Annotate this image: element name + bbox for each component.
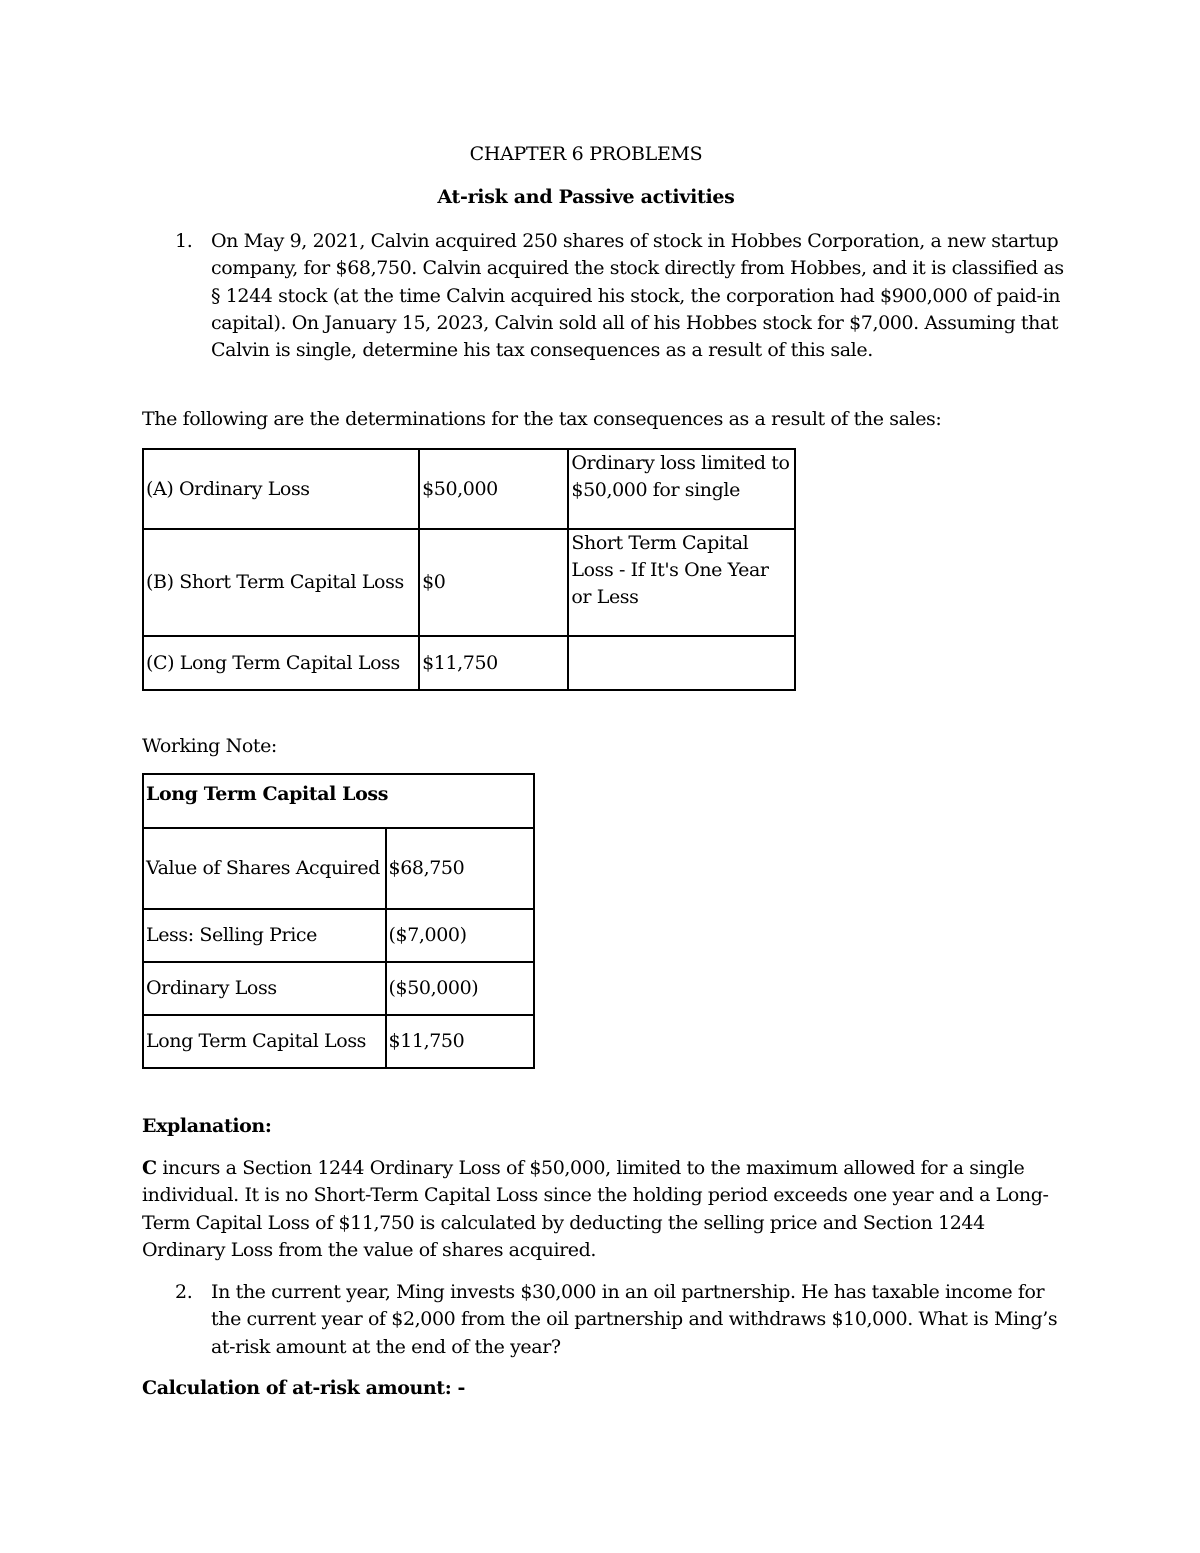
intro-text: The following are the determinations for the tax consequences as a result of the sales: — [142, 408, 942, 430]
row-label: Ordinary Loss — [143, 962, 386, 1015]
table-row — [143, 962, 534, 1015]
problem-1-number: 1. — [175, 230, 193, 252]
chapter-title: CHAPTER 6 PROBLEMS — [469, 143, 703, 165]
section-title: At-risk and Passive activities — [437, 186, 735, 208]
row-amount: $50,000 — [419, 449, 568, 529]
table-row — [143, 828, 534, 909]
row-label: (A) Ordinary Loss — [143, 449, 419, 529]
determinations-table — [142, 448, 796, 691]
explanation-body: incurs a Section 1244 Ordinary Loss of $50,000, limited to the maximum allowed for a single individual. It is no Short-Term Capital Loss since the holding period exceeds one year and a Long-Term Capital Loss of $11,750 is calculated by deducting the selling price and Section 1244 Ordinary Loss from the value of shares acquired. — [142, 1157, 1049, 1261]
row-amount: $11,750 — [419, 636, 568, 690]
row-note: Ordinary loss limited to $50,000 for single — [568, 449, 795, 529]
problem-1 — [142, 228, 1072, 364]
working-table-header: Long Term Capital Loss — [143, 774, 534, 828]
row-amount: ($50,000) — [386, 962, 535, 1015]
explanation-heading: Explanation: — [142, 1115, 272, 1137]
working-note-table — [142, 773, 535, 1069]
problem-1-text: On May 9, 2021, Calvin acquired 250 shares of stock in Hobbes Corporation, a new startup company, for $68,750. Calvin acquired the stock directly from Hobbes, and it is classified as § 1244 stock (at the time Calvin acquired his stock, the corporation had $900,000 of paid-in capital). On January 15, 2023, Calvin sold all of his Hobbes stock for $7,000. Assuming that Calvin is single, determine his tax consequences as a result of this sale. — [211, 230, 1064, 362]
working-note-label: Working Note: — [142, 735, 277, 757]
table-row — [143, 636, 795, 690]
row-amount: $0 — [419, 529, 568, 636]
row-label: Less: Selling Price — [143, 909, 386, 962]
row-note: Short Term Capital Loss - If It's One Year or Less — [568, 529, 795, 636]
row-label: Long Term Capital Loss — [143, 1015, 386, 1068]
row-label: Value of Shares Acquired — [143, 828, 386, 909]
problem-2-number: 2. — [175, 1281, 193, 1303]
problem-2 — [142, 1279, 1072, 1361]
row-amount: $11,750 — [386, 1015, 535, 1068]
row-note — [568, 636, 795, 690]
row-label: (B) Short Term Capital Loss — [143, 529, 419, 636]
row-amount: ($7,000) — [386, 909, 535, 962]
row-amount: $68,750 — [386, 828, 535, 909]
table-header-row — [143, 774, 534, 828]
problem-2-text: In the current year, Ming invests $30,000 in an oil partnership. He has taxable income for the current year of $2,000 from the oil partnership and withdraws $10,000. What is Ming’s at-risk amount at the end of the year? — [211, 1281, 1058, 1358]
explanation-lead: C — [142, 1157, 157, 1179]
calc-heading: Calculation of at-risk amount: - — [142, 1377, 466, 1399]
explanation-text — [142, 1155, 1067, 1264]
table-row — [143, 529, 795, 636]
table-row — [143, 909, 534, 962]
table-row — [143, 1015, 534, 1068]
table-row — [143, 449, 795, 529]
row-label: (C) Long Term Capital Loss — [143, 636, 419, 690]
